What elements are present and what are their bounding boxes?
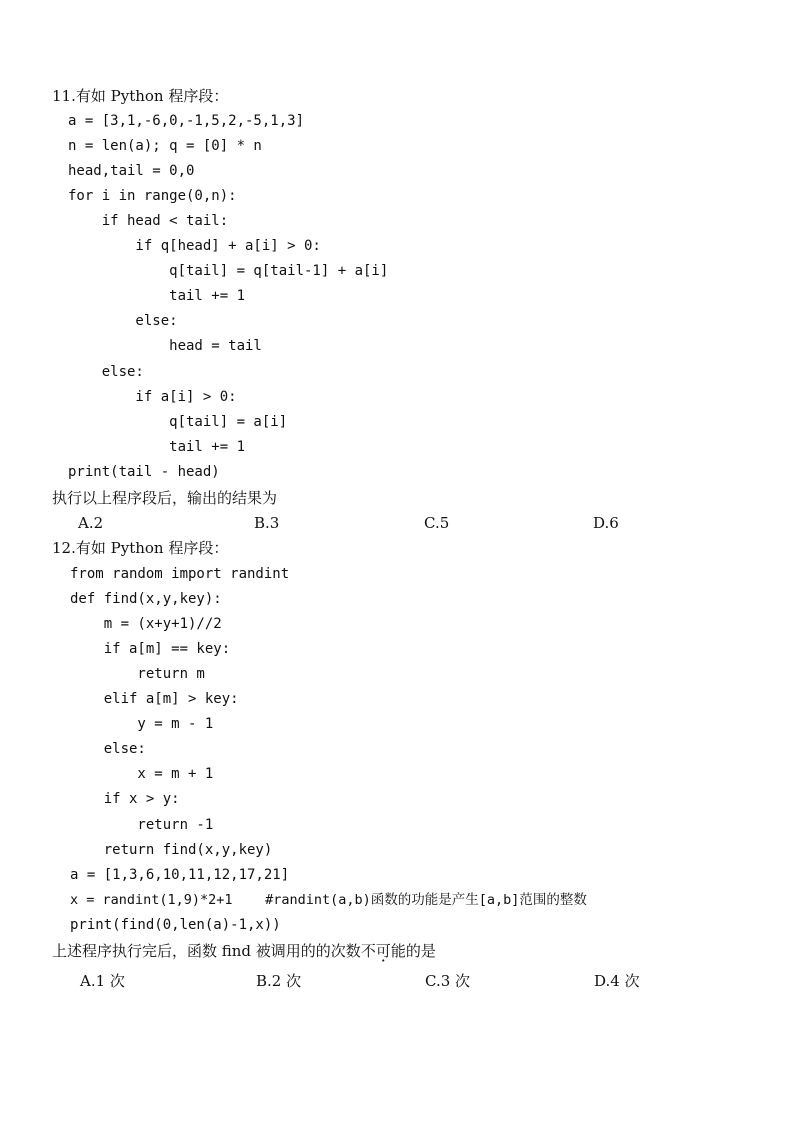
q11-option-d: D.6 bbox=[593, 514, 619, 532]
q12-code-line: y = m - 1 bbox=[70, 716, 214, 732]
q12-question bbox=[52, 941, 436, 961]
q11-code-line: else: bbox=[68, 364, 144, 380]
q12-code-line: else: bbox=[70, 741, 146, 757]
q12-code-line: return find(x,y,key) bbox=[70, 842, 273, 858]
q12-code-line: x = randint(1,9)*2+1 #randint(a,b)函数的功能是产生[a,b]范围的整数 bbox=[70, 892, 587, 908]
q11-code-line: q[tail] = a[i] bbox=[68, 414, 288, 430]
q11-code-line: head,tail = 0,0 bbox=[68, 163, 195, 179]
q12-option-b: B.2 次 bbox=[256, 972, 302, 990]
q12-option-d: D.4 次 bbox=[594, 972, 640, 990]
q12-question-pre: 上述程序执行完后，函数 find 被调用的的次数 bbox=[52, 942, 361, 960]
q12-code-line: x = m + 1 bbox=[70, 766, 214, 782]
q11-title: 11.有如 Python 程序段： bbox=[52, 87, 229, 105]
q12-code-line: a = [1,3,6,10,11,12,17,21] bbox=[70, 867, 290, 883]
q11-code-line: a = [3,1,-6,0,-1,5,2,-5,1,3] bbox=[68, 113, 305, 129]
q11-option-c: C.5 bbox=[424, 514, 450, 532]
q11-code-line: for i in range(0,n): bbox=[68, 188, 237, 204]
q12-code-line: if x > y: bbox=[70, 791, 180, 807]
q12-code-line: from random import randint bbox=[70, 566, 290, 582]
q12-question-emphasis: 不可能 bbox=[360, 942, 406, 960]
q11-option-a: A.2 bbox=[78, 514, 104, 532]
q11-code-line: if head < tail: bbox=[68, 213, 229, 229]
q11-code-line: else: bbox=[68, 313, 178, 329]
q12-title: 12.有如 Python 程序段： bbox=[52, 539, 229, 557]
q12-code-line: return m bbox=[70, 666, 205, 682]
q11-code-line: head = tail bbox=[68, 338, 262, 354]
q11-code-line: print(tail - head) bbox=[68, 464, 220, 480]
q12-code-line: m = (x+y+1)//2 bbox=[70, 616, 222, 632]
q12-code-line: def find(x,y,key): bbox=[70, 591, 222, 607]
q11-code-line: if a[i] > 0: bbox=[68, 389, 237, 405]
q12-code-line: print(find(0,len(a)-1,x)) bbox=[70, 917, 281, 933]
q11-option-b: B.3 bbox=[254, 514, 280, 532]
q12-code-line: return -1 bbox=[70, 817, 214, 833]
q11-question: 执行以上程序段后，输出的结果为 bbox=[52, 489, 278, 507]
q11-code-line: n = len(a); q = [0] * n bbox=[68, 138, 262, 154]
q11-code-line: if q[head] + a[i] > 0: bbox=[68, 238, 321, 254]
q11-code-line: tail += 1 bbox=[68, 439, 246, 455]
q11-code-line: q[tail] = q[tail-1] + a[i] bbox=[68, 263, 389, 279]
q12-code-line: elif a[m] > key: bbox=[70, 691, 239, 707]
q12-option-a: A.1 次 bbox=[80, 972, 125, 990]
q12-option-c: C.3 次 bbox=[425, 972, 471, 990]
q11-code-line: tail += 1 bbox=[68, 288, 246, 304]
q12-code-line: if a[m] == key: bbox=[70, 641, 231, 657]
q12-question-post: 的是 bbox=[405, 942, 436, 960]
